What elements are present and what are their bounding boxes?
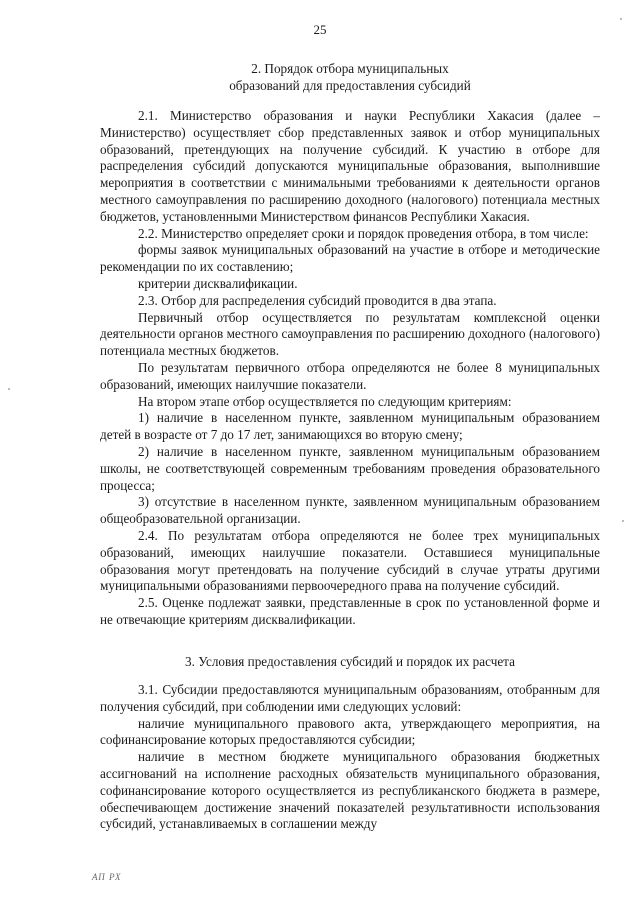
paragraph-2-2-criteria: критерии дисквалификации. (138, 275, 298, 291)
paragraph-2-3: 2.3. Отбор для распределения субсидий проводится в два этапа. (138, 292, 497, 308)
paragraph-2-5: 2.5. Оценке подлежат заявки, представленные в срок по установленной форме и не отвечающие критериям дисквалификации. (100, 595, 600, 627)
paragraph-primary-selection: Первичный отбор осуществляется по результатам комплексной оценки деятельности органов местного самоуправления по расширению доходного (налогового) потенциала местных бюджетов. (100, 309, 600, 359)
section-2-title-line-1: 2. Порядок отбора муниципальных (251, 61, 449, 76)
scan-speck (8, 388, 10, 390)
scan-speck (622, 520, 624, 522)
paragraph-2-1: 2.1. Министерство образования и науки Республики Хакасия (далее – Министерство) осуществляет сбор представленных заявок и отбор муниципальных образований, претендующих на получение субсидий. К участию в отборе для распределения субсидий допускаются муниципальные образования, выполнившие мероприятия в соответствии с минимальными требованиями к деятельности органов местного самоуправления по расширению доходного (налогового) потенциала местных бюджетов, установленными Министерством финансов Республики Хакасия. (100, 108, 600, 224)
page-number: 25 (313, 22, 327, 37)
section-2-body (100, 108, 600, 629)
paragraph-2-2: 2.2. Министерство определяет сроки и порядок проведения отбора, в том числе: (138, 225, 589, 241)
condition-legal-act: наличие муниципального правового акта, утверждающего мероприятия, на софинансирование которых предоставляются субсидии; (100, 715, 600, 748)
paragraph-3-1: 3.1. Субсидии предоставляются муниципальным образованиям, отобранным для получения субсидий, при соблюдении ими следующих условий: (100, 682, 600, 714)
paragraph-second-stage: На втором этапе отбор осуществляется по следующим критериям: (138, 393, 512, 409)
section-2-heading (100, 60, 600, 94)
paragraph-primary-results: По результатам первичного отбора определяются не более 8 муниципальных образований, имеющих наилучшие показатели. (100, 359, 600, 392)
paragraph-2-2-forms: формы заявок муниципальных образований на участие в отборе и методические рекомендации по их составлению; (100, 242, 600, 275)
criterion-2: 2) наличие в населенном пункте, заявленном муниципальным образованием школы, не соответствующей современным требованиям проведения образовательного процесса; (100, 443, 600, 493)
criterion-3: 3) отсутствие в населенном пункте, заявленном муниципальным образованием общеобразовательной организации. (100, 494, 600, 527)
criterion-1: 1) наличие в населенном пункте, заявленном муниципальным образованием детей в возрасте от 7 до 17 лет, занимающихся во вторую смену; (100, 410, 600, 443)
scan-speck (620, 18, 622, 20)
section-2-title-line-2: образований для предоставления субсидий (229, 78, 471, 93)
archive-stamp: АП РХ (92, 872, 122, 882)
section-3-heading: 3. Условия предоставления субсидий и порядок их расчета (185, 654, 515, 669)
condition-budget: наличие в местном бюджете муниципального образования бюджетных ассигнований на исполнение расходных обязательств муниципального образования, софинансирование которого осуществляется из республиканского бюджета в размере, обеспечивающем достижение значений показателей результативности использования субсидий, устанавливаемых в соглашении между (100, 749, 600, 832)
paragraph-2-4: 2.4. По результатам отбора определяются не более трех муниципальных образований, имеющих наилучшие показатели. Оставшиеся муниципальные образования могут претендовать на получение субсидий в случае утраты другими муниципальными образованиями первоочередного права на получение субсидий. (100, 527, 600, 594)
section-3-body (100, 682, 600, 833)
